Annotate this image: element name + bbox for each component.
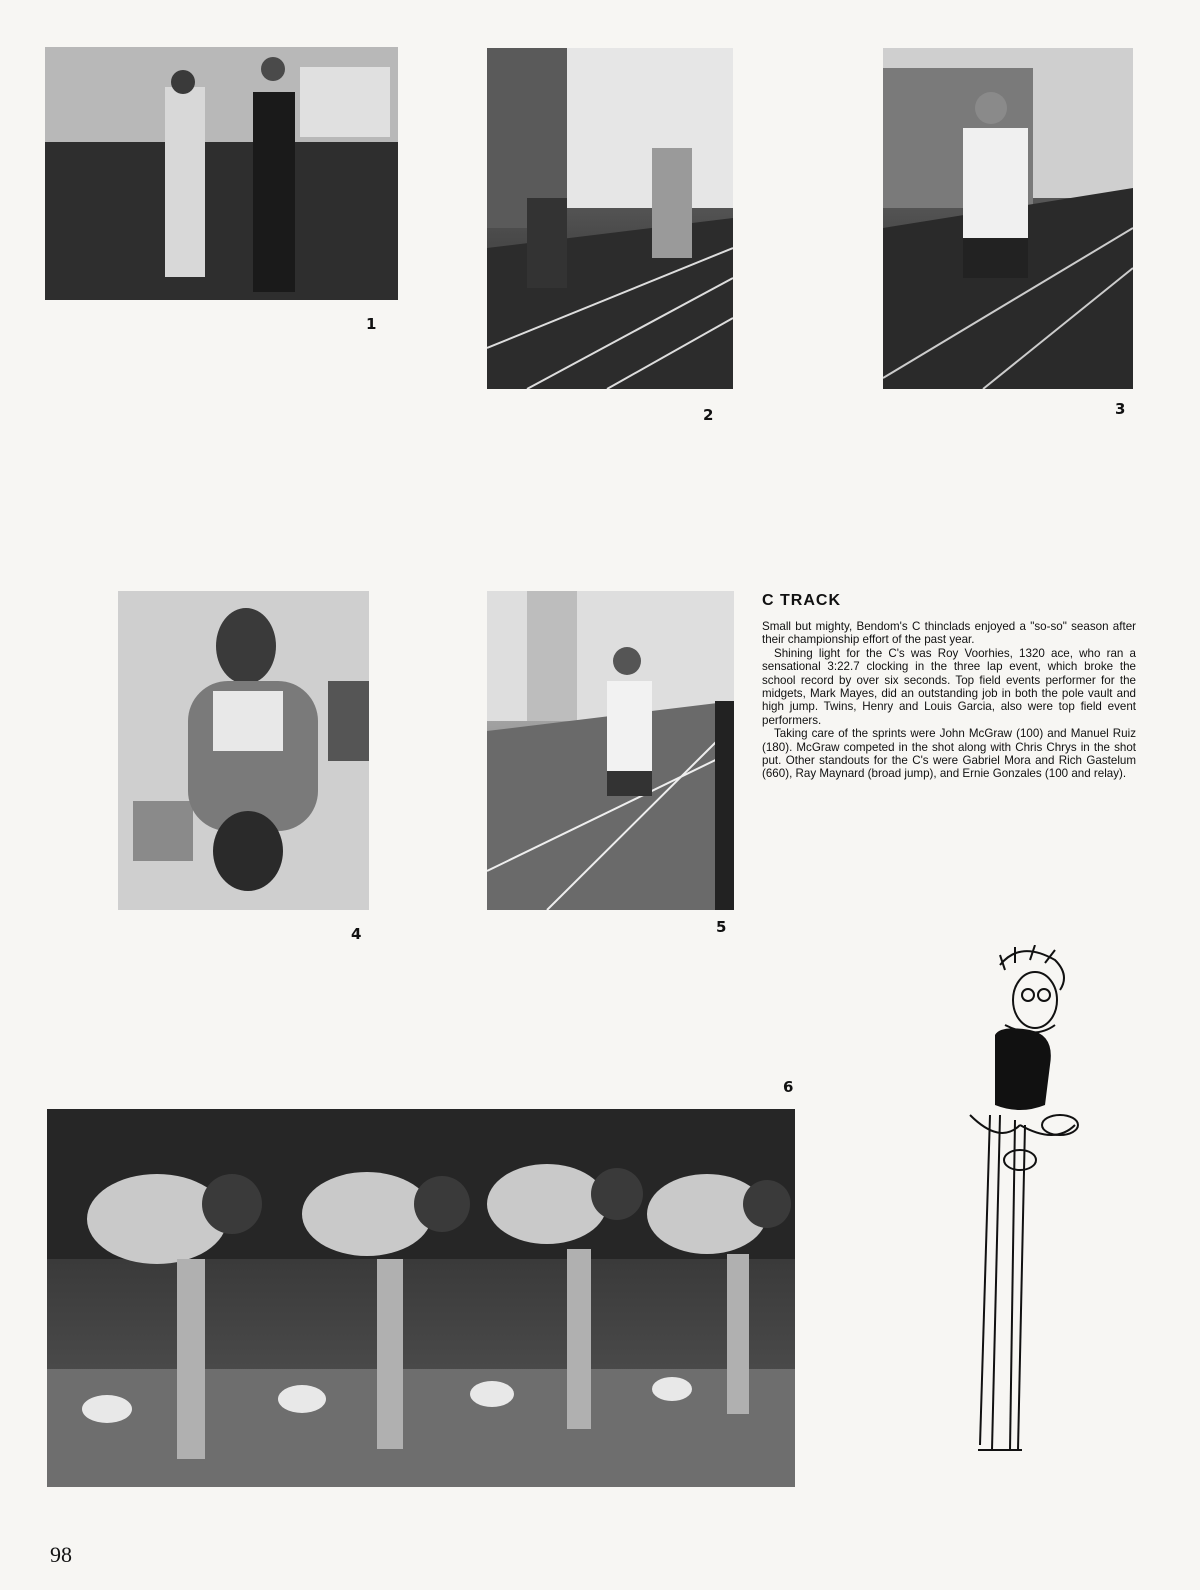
page-number: 98	[50, 1542, 72, 1567]
photo-runner-track	[883, 48, 1133, 389]
photo-broad-jump	[118, 591, 369, 910]
article-paragraph: Small but mighty, Bendom's C thinclads enjoyed a "so-so" season after their championship effort of the past year.	[762, 620, 1136, 647]
photo-starting-blocks	[47, 1109, 795, 1487]
article-title: C TRACK	[762, 592, 841, 609]
photo-number: 1	[366, 315, 377, 333]
photo-number: 4	[351, 925, 362, 943]
photo-number: 2	[703, 406, 714, 424]
photo-number: 3	[1115, 400, 1126, 418]
photo-coach-talk	[45, 47, 398, 300]
article	[762, 592, 1136, 781]
photo-number: 5	[716, 918, 727, 936]
article-paragraph: Taking care of the sprints were John McGraw (100) and Manuel Ruiz (180). McGraw competed in the shot along with Chris Chrys in the shot put. Other standouts for the C's were Gabriel Mora and Rich Gastelum (660), Ray Maynard (broad jump), and Ernie Gonzales (100 and relay).	[762, 727, 1136, 781]
cartoon-illustration	[960, 945, 1085, 1465]
article-paragraph: Shining light for the C's was Roy Voorhies, 1320 ace, who ran a sensational 3:22.7 clocking in the three lap event, which broke the school record by over six seconds. Top field events performer for the midgets, Mark Mayes, did an outstanding job in both the pole vault and high jump. Twins, Henry and Louis Garcia, also were top field event performers.	[762, 646, 1136, 727]
photo-number: 6	[783, 1078, 794, 1096]
photo-sprint-finish	[487, 48, 733, 389]
photo-finish-line	[487, 591, 734, 910]
